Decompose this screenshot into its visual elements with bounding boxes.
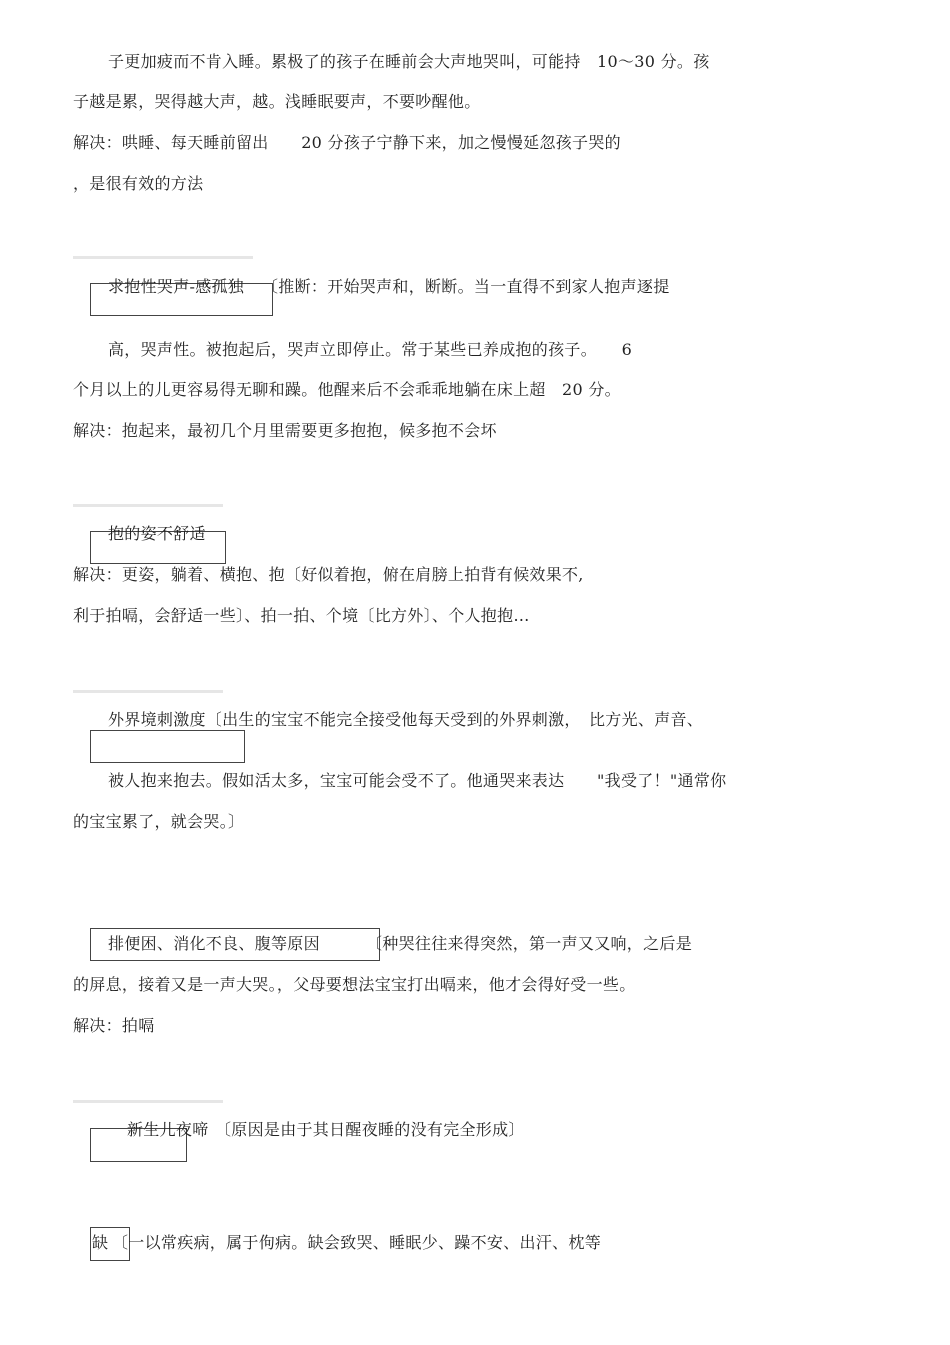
faint-divider [73, 504, 223, 507]
paragraph-2-solution: 解决：抱起来，最初几个月里需要更多抱抱，候多抱不会坏 [73, 421, 497, 440]
paragraph-1-line-2: 子越是累，哭得越大声，越。浅睡眠要声，不要吵醒他。 [73, 92, 481, 111]
heading-night-crying: 新生儿夜啼 [127, 1120, 209, 1139]
paragraph-5-line-1: 〔种哭往往来得突然，第一声又又响，之后是 [366, 934, 693, 953]
paragraph-1-line-1: 子更加疲而不肯入睡。累极了的孩子在睡前会大声地哭叫，可能持 10～30 分。孩 [108, 52, 710, 71]
paragraph-5-line-2: 的屏息，接着又是一声大哭。，父母要想法宝宝打出嗝来，他才会得好受一些。 [73, 975, 636, 994]
paragraph-2-line-3: 个月以上的儿更容易得无聊和躁。他醒来后不会乖乖地躺在床上超 20 分。 [73, 380, 621, 399]
paragraph-1-solution-cont: ，是很有效的方法 [73, 174, 204, 193]
paragraph-4-line-3: 的宝宝累了，就会哭。〕 [73, 812, 245, 831]
paragraph-3-solution: 解决：更姿，躺着、横抱、抱〔好似着抱，俯在肩膀上拍背有候效果不, [73, 565, 584, 584]
heading-hold-crying: 求抱性哭声-感孤独 [108, 277, 245, 296]
paragraph-5-solution: 解决：拍嗝 [73, 1016, 155, 1035]
paragraph-3-solution-cont: 利于拍嗝，会舒适一些〕、拍一拍、个境〔比方外〕、个人抱抱… [73, 606, 530, 625]
heading-deficiency: 缺 [92, 1233, 109, 1252]
paragraph-2-line-1: 〔推断：开始哭声和，断断。当一直得不到家人抱声逐提 [262, 277, 670, 296]
paragraph-2-line-2: 高，哭声性。被抱起后，哭声立即停止。常于某些已养成抱的孩子。 6 [108, 340, 633, 359]
paragraph-7-line-1: 〔一以常疾病，属于佝病。缺会致哭、睡眠少、躁不安、出汗、枕等 [112, 1233, 602, 1252]
heading-posture: 抱的姿不舒适 [108, 524, 206, 543]
faint-divider [73, 256, 253, 259]
faint-divider [73, 1100, 223, 1103]
heading-digestion: 排便困、消化不良、腹等原因 [108, 934, 320, 953]
paragraph-4-line-1: 外界境刺激度〔出生的宝宝不能完全接受他每天受到的外界刺激， 比方光、声音、 [108, 710, 704, 729]
heading-box-environment [90, 730, 245, 763]
paragraph-1-solution: 解决：哄睡、每天睡前留出 20 分孩子宁静下来，加之慢慢延忽孩子哭的 [73, 133, 621, 152]
paragraph-4-line-2: 被人抱来抱去。假如活太多，宝宝可能会受不了。他通哭来表达 "我受了！"通常你 [108, 771, 727, 790]
faint-divider [73, 690, 223, 693]
paragraph-6-line-1: 〔原因是由于其日醒夜睡的没有完全形成〕 [215, 1120, 525, 1139]
